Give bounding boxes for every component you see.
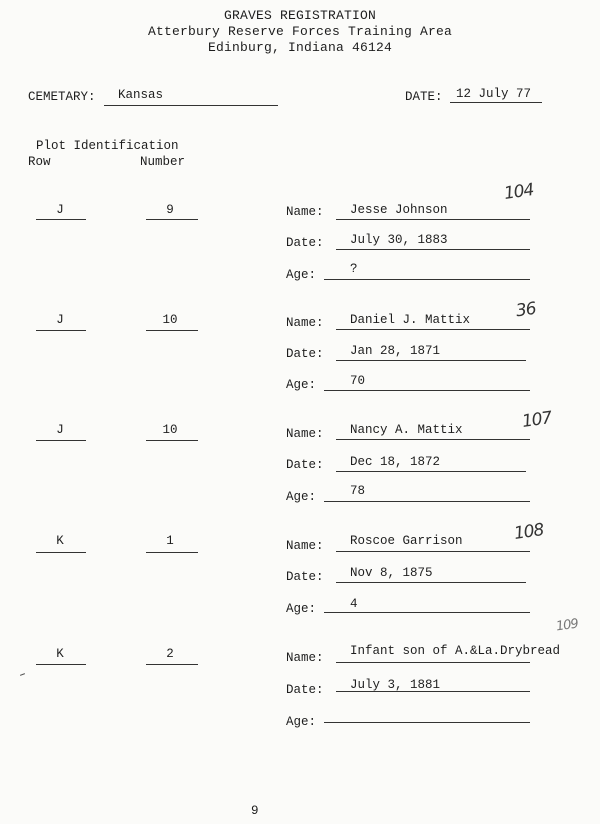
row-underline xyxy=(36,664,86,665)
entry-number: 10 xyxy=(162,313,178,327)
number-underline xyxy=(146,219,198,220)
name-underline xyxy=(336,329,530,330)
date-field-underline xyxy=(336,249,530,250)
entry-date: Jan 28, 1871 xyxy=(350,344,441,358)
row-underline xyxy=(36,330,86,331)
date-field-underline xyxy=(336,360,526,361)
entry-row: J xyxy=(56,313,64,327)
row-underline xyxy=(36,219,86,220)
entry-age: 4 xyxy=(350,597,358,611)
number-underline xyxy=(146,664,198,665)
entry-number: 2 xyxy=(166,647,174,661)
entry-row: K xyxy=(56,534,64,548)
name-label: Name: xyxy=(286,316,324,330)
handwritten-note: 109 xyxy=(555,616,579,635)
age-underline xyxy=(324,390,530,391)
date-value: 12 July 77 xyxy=(456,87,532,101)
entry-number: 10 xyxy=(162,423,178,437)
entry-date: July 30, 1883 xyxy=(350,233,448,247)
cemetery-value: Kansas xyxy=(118,88,164,102)
entry-name: Jesse Johnson xyxy=(350,203,448,217)
name-label: Name: xyxy=(286,205,324,219)
entry-row: J xyxy=(56,203,64,217)
stray-mark xyxy=(20,673,25,676)
entry-date: Nov 8, 1875 xyxy=(350,566,433,580)
number-column-label: Number xyxy=(140,155,186,169)
handwritten-note: 108 xyxy=(512,520,545,544)
form-title: GRAVES REGISTRATION xyxy=(223,8,377,23)
age-underline xyxy=(324,501,530,502)
name-label: Name: xyxy=(286,651,324,665)
age-label: Age: xyxy=(286,715,317,729)
age-underline xyxy=(324,612,530,613)
entry-number: 9 xyxy=(166,203,174,217)
entry-number: 1 xyxy=(166,534,174,548)
date-field-label: Date: xyxy=(286,347,324,361)
date-label: DATE: xyxy=(405,90,443,104)
handwritten-note: 104 xyxy=(502,180,535,204)
date-field-label: Date: xyxy=(286,458,324,472)
age-label: Age: xyxy=(286,602,317,616)
entry-name: Nancy A. Mattix xyxy=(350,423,463,437)
handwritten-note: 107 xyxy=(520,408,553,432)
cemetery-underline xyxy=(104,105,278,106)
number-underline xyxy=(146,552,198,553)
entry-row: K xyxy=(56,647,64,661)
row-underline xyxy=(36,440,86,441)
entry-name: Infant son of A.&La.Drybread xyxy=(350,644,561,658)
entry-row: J xyxy=(56,423,64,437)
date-field-underline xyxy=(336,691,530,692)
entry-name: Roscoe Garrison xyxy=(350,534,463,548)
plot-identification-title: Plot Identification xyxy=(36,139,179,153)
date-field-underline xyxy=(336,471,526,472)
name-underline xyxy=(336,662,530,663)
name-label: Name: xyxy=(286,427,324,441)
entry-date: Dec 18, 1872 xyxy=(350,455,441,469)
number-underline xyxy=(146,330,198,331)
name-label: Name: xyxy=(286,539,324,553)
row-column-label: Row xyxy=(28,155,51,169)
handwritten-note: 36 xyxy=(514,298,537,322)
number-underline xyxy=(146,440,198,441)
age-label: Age: xyxy=(286,378,317,392)
name-underline xyxy=(336,551,530,552)
page-number: 9 xyxy=(251,804,259,818)
date-field-label: Date: xyxy=(286,236,324,250)
cemetery-label: CEMETARY: xyxy=(28,90,96,104)
entry-age: ? xyxy=(350,262,358,276)
facility-name: Atterbury Reserve Forces Training Area xyxy=(147,24,453,39)
entry-date: July 3, 1881 xyxy=(350,678,441,692)
entry-age: 78 xyxy=(350,484,366,498)
entry-age: 70 xyxy=(350,374,366,388)
entry-name: Daniel J. Mattix xyxy=(350,313,471,327)
age-underline xyxy=(324,279,530,280)
age-underline xyxy=(324,722,530,723)
row-underline xyxy=(36,552,86,553)
name-underline xyxy=(336,439,530,440)
date-field-label: Date: xyxy=(286,683,324,697)
date-underline xyxy=(450,102,542,103)
name-underline xyxy=(336,219,530,220)
date-field-label: Date: xyxy=(286,570,324,584)
age-label: Age: xyxy=(286,268,317,282)
date-field-underline xyxy=(336,582,526,583)
age-label: Age: xyxy=(286,490,317,504)
facility-address: Edinburg, Indiana 46124 xyxy=(207,40,393,55)
